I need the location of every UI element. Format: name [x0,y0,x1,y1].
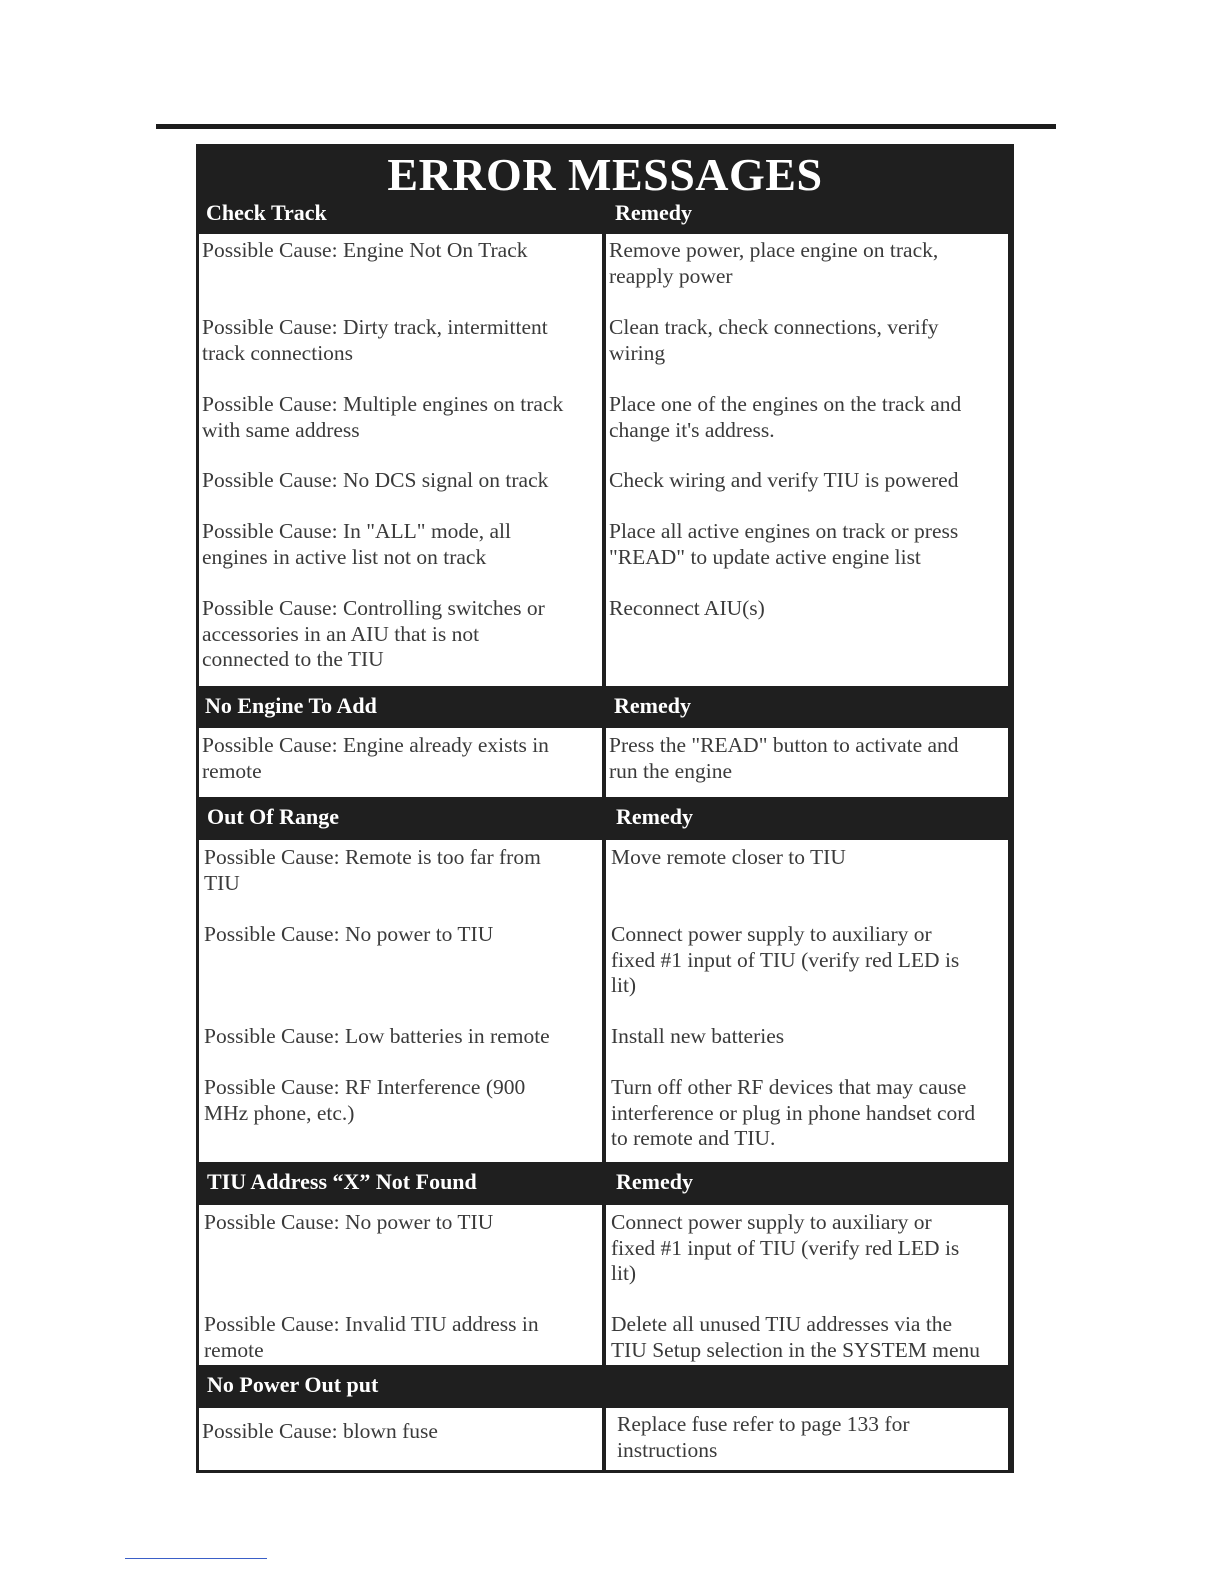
cause-cell: Possible Cause: Remote is too far from TIU [204,845,541,895]
error-messages-table [196,144,1014,1473]
section-remedy-heading: Remedy [615,200,692,225]
cause-cell: Possible Cause: RF Interference (900 MHz phone, etc.) [204,1075,526,1125]
remedy-cell: Remove power, place engine on track, reapply power [609,238,939,288]
cause-cell: Possible Cause: No power to TIU [204,1210,494,1234]
top-rule [156,124,1056,129]
remedy-cell: Replace fuse refer to page 133 for instructions [617,1412,910,1462]
remedy-cell: Place one of the engines on the track and change it's address. [609,392,962,442]
cause-cell: Possible Cause: blown fuse [202,1419,438,1443]
cause-cell: Possible Cause: Engine Not On Track [202,238,528,262]
remedy-cell: Check wiring and verify TIU is powered [609,468,959,492]
cause-cell: Possible Cause: In "ALL" mode, all engines in active list not on track [202,519,511,569]
section-heading-tiu-address-not-found: TIU Address “X” Not Found [207,1169,477,1194]
cause-cell: Possible Cause: Multiple engines on track with same address [202,392,564,442]
remedy-cell: Move remote closer to TIU [611,845,846,869]
remedy-cell: Connect power supply to auxiliary or fixed #1 input of TIU (verify red LED is lit) [611,1210,960,1285]
section-heading-no-engine-to-add: No Engine To Add [205,693,377,718]
cause-cell: Possible Cause: Low batteries in remote [204,1024,550,1048]
section-heading-check-track: Check Track [206,200,327,225]
remedy-cell: Clean track, check connections, verify wiring [609,315,939,365]
cause-cell: Possible Cause: No DCS signal on track [202,468,549,492]
section-remedy-heading: Remedy [614,693,691,718]
table-title: ERROR MESSAGES [387,149,823,200]
cause-cell: Possible Cause: Controlling switches or accessories in an AIU that is not connected to the TIU [202,596,545,671]
section-remedy-heading: Remedy [616,1169,693,1194]
remedy-cell: Press the "READ" button to activate and run the engine [609,733,959,783]
remedy-cell: Reconnect AIU(s) [609,596,765,620]
section-heading-no-power-output: No Power Out put [207,1372,379,1397]
cause-cell: Possible Cause: Invalid TIU address in remote [204,1312,539,1362]
remedy-cell: Place all active engines on track or press "READ" to update active engine list [609,519,959,569]
section-remedy-heading: Remedy [616,804,693,829]
section-heading-out-of-range: Out Of Range [207,804,339,829]
cause-cell: Possible Cause: Dirty track, intermittent track connections [202,315,548,365]
cause-cell: Possible Cause: Engine already exists in remote [202,733,549,783]
remedy-cell: Turn off other RF devices that may cause interference or plug in phone handset cord to remote and TIU. [611,1075,976,1150]
cause-cell: Possible Cause: No power to TIU [204,922,494,946]
remedy-cell: Connect power supply to auxiliary or fixed #1 input of TIU (verify red LED is lit) [611,922,960,997]
footer-link-underline [125,1558,267,1559]
remedy-cell: Install new batteries [611,1024,785,1048]
remedy-cell: Delete all unused TIU addresses via the TIU Setup selection in the SYSTEM menu [611,1312,981,1362]
